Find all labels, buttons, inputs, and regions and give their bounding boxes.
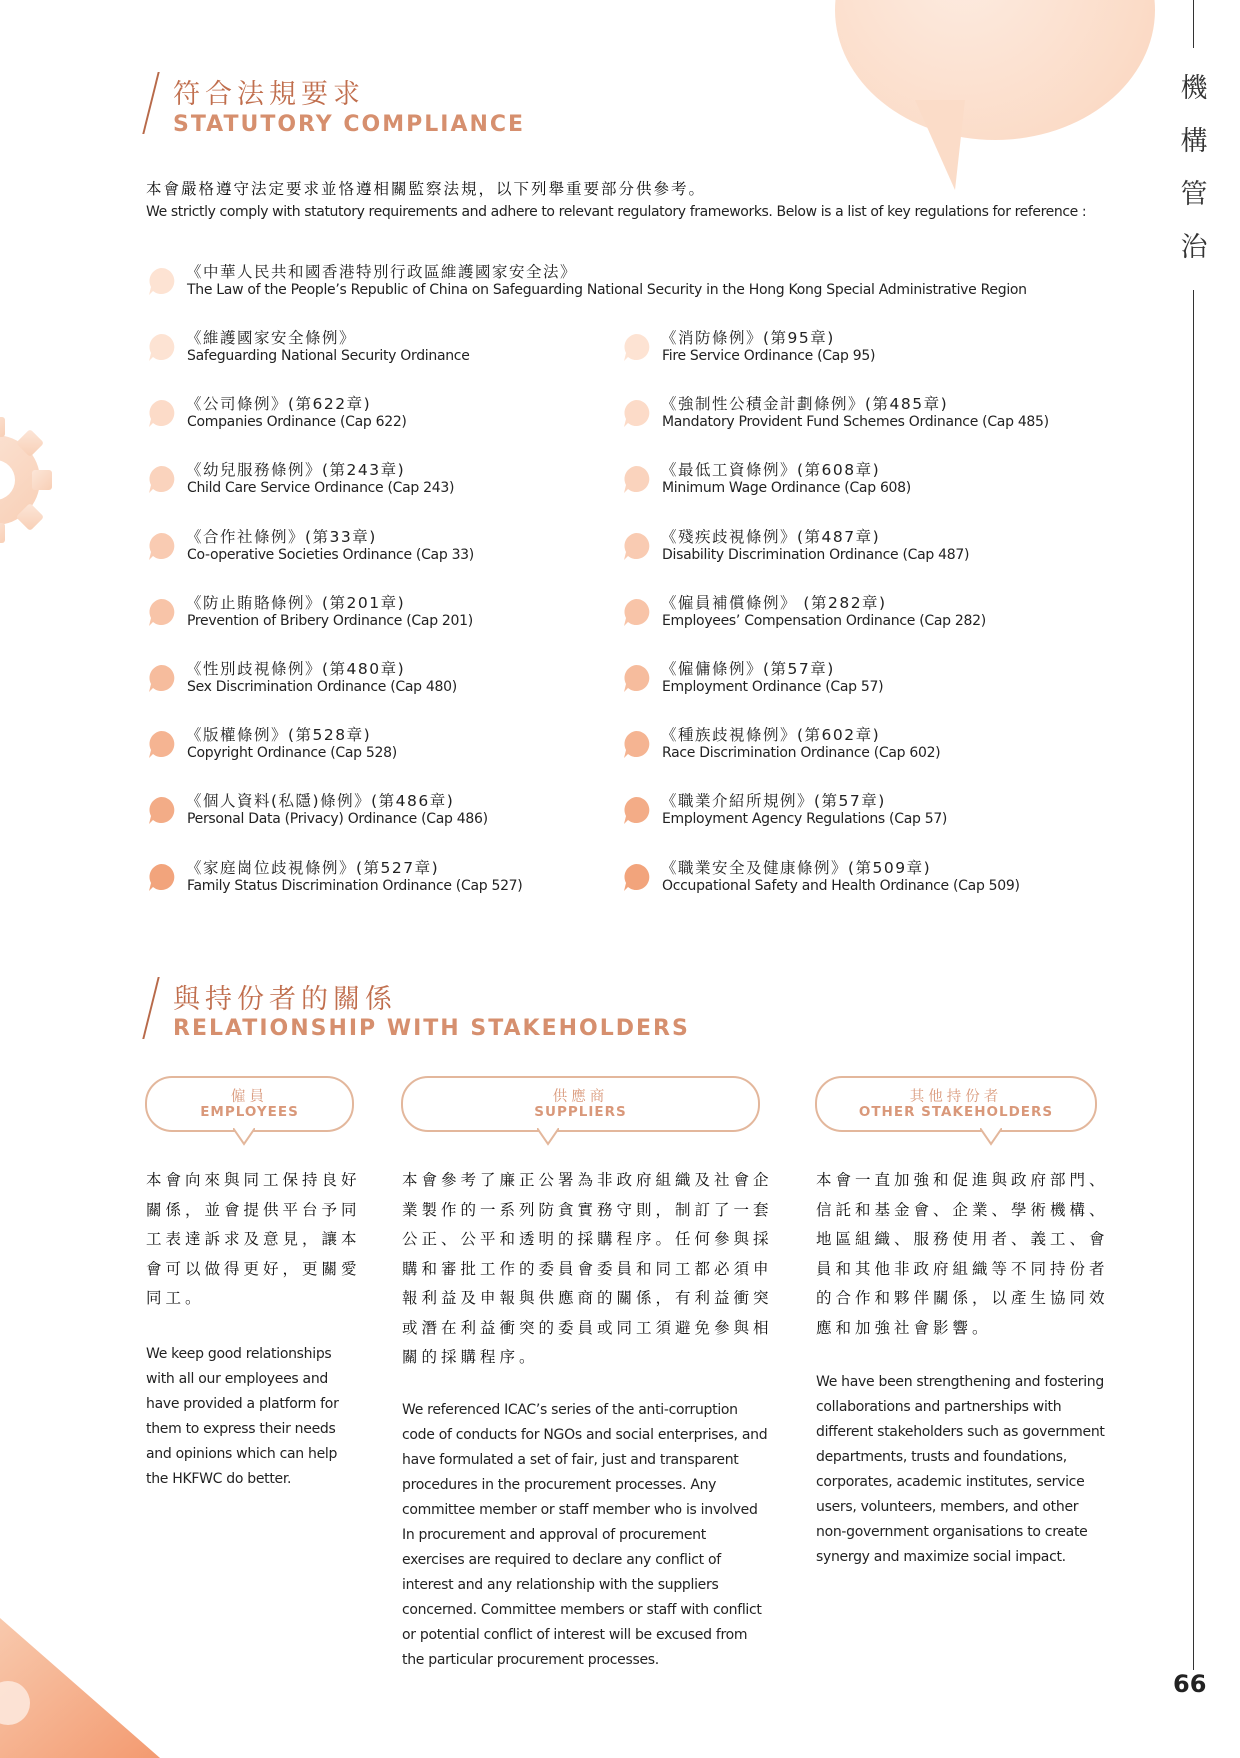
- regulation-name-zh: 《最低工資條例》(第608章): [661, 461, 881, 479]
- suppliers-text-en: [402, 1398, 772, 1673]
- text-line: departments, trusts and foundations,: [816, 1449, 1067, 1465]
- employees-text-zh: [146, 1166, 366, 1314]
- regulation-name-en: Child Care Service Ordinance (Cap 243): [187, 480, 455, 496]
- text-line: In procurement and approval of procurement: [402, 1527, 706, 1543]
- regulation-item: [146, 789, 586, 833]
- speech-bubble-icon: [146, 464, 176, 494]
- regulation-name-en: Minimum Wage Ordinance (Cap 608): [662, 480, 911, 496]
- text-line: different stakeholders such as government: [816, 1424, 1105, 1440]
- regulation-item: [621, 723, 1091, 767]
- regulation-name-en: Sex Discrimination Ordinance (Cap 480): [187, 679, 457, 695]
- regulation-name-en: Occupational Safety and Health Ordinance (Cap 509): [662, 878, 1020, 894]
- regulation-name-en: Employment Agency Regulations (Cap 57): [662, 811, 948, 827]
- gear-icon: [0, 405, 70, 555]
- regulation-name-zh: 《消防條例》(第95章): [661, 329, 835, 347]
- text-line: the HKFWC do better.: [146, 1471, 292, 1487]
- regulation-name-en: Family Status Discrimination Ordinance (Cap 527): [187, 878, 523, 894]
- text-line: corporates, academic institutes, service: [816, 1474, 1085, 1490]
- text-line: 地區組織、服務使用者、義工、會: [816, 1230, 1109, 1248]
- regulation-name-zh: 《版權條例》(第528章): [186, 726, 372, 744]
- regulation-name-zh: 《僱傭條例》(第57章): [661, 660, 835, 678]
- regulation-name-zh: 《合作社條例》(第33章): [186, 528, 377, 546]
- other-stakeholders-label-pill: [815, 1076, 1097, 1132]
- text-line: procedures in the procurement processes. Any: [402, 1477, 717, 1493]
- speech-bubble-icon: [146, 729, 176, 759]
- section-slash: [142, 72, 159, 134]
- text-line: with all our employees and: [146, 1371, 328, 1387]
- regulation-name-zh: 《個人資料(私隱)條例》(第486章): [186, 792, 455, 810]
- text-line: interest and any relationship with the suppliers: [402, 1577, 719, 1593]
- regulation-item: [621, 856, 1091, 900]
- speech-bubble-icon: [146, 398, 176, 428]
- pill-label-en: OTHER STAKEHOLDERS: [858, 1104, 1054, 1120]
- text-line: 應和加強社會影響。: [816, 1318, 992, 1337]
- speech-bubble-icon: [146, 597, 176, 627]
- employees-text-en: [146, 1342, 376, 1492]
- regulation-item: [146, 591, 586, 635]
- regulation-name-zh: 《家庭崗位歧視條例》(第527章): [186, 859, 440, 877]
- speech-bubble-icon: [621, 729, 651, 759]
- text-line: committee member or staff member who is involved: [402, 1502, 758, 1518]
- text-line: concerned. Committee members or staff with conflict: [402, 1602, 762, 1618]
- intro-text-zh: 本會嚴格遵守法定要求並恪遵相關監察法規，以下列舉重要部分供參考。: [146, 180, 707, 198]
- chapter-title-vertical: [1176, 62, 1212, 274]
- speech-bubble-icon: [146, 332, 176, 362]
- regulation-item: [146, 723, 586, 767]
- text-line: users, volunteers, members, and other: [816, 1499, 1079, 1515]
- speech-bubble-icon: [146, 531, 176, 561]
- text-line: 員和其他非政府組織等不同持份者: [816, 1259, 1109, 1278]
- regulation-name-en: Prevention of Bribery Ordinance (Cap 201): [187, 613, 473, 629]
- section-title-en: RELATIONSHIP WITH STAKEHOLDERS: [173, 1016, 690, 1041]
- text-line: 本會向來與同工保持良好: [146, 1171, 361, 1189]
- text-line: 報利益及申報與供應商的關係，有利益衝突: [402, 1289, 773, 1307]
- chapter-title-char: 機: [1180, 73, 1208, 104]
- text-line: and opinions which can help: [146, 1446, 338, 1462]
- regulation-name-zh: 《強制性公積金計劃條例》(第485章): [661, 395, 949, 413]
- speech-bubble-icon: [621, 795, 651, 825]
- other-stakeholders-text-zh: [816, 1166, 1109, 1343]
- regulation-item: [621, 326, 1091, 370]
- text-line: 同工。: [146, 1289, 205, 1307]
- section-slash: [142, 977, 159, 1039]
- text-line: 關的採購程序。: [402, 1348, 539, 1366]
- text-line: or potential conflict of interest will be excused from: [402, 1627, 748, 1643]
- regulation-item: [621, 392, 1091, 436]
- speech-bubble-icon: [146, 795, 176, 825]
- text-line: collaborations and partnerships with: [816, 1399, 1062, 1415]
- text-line: 信託和基金會、企業、學術機構、: [816, 1200, 1109, 1219]
- chapter-title-char: 構: [1180, 126, 1208, 157]
- regulation-name-en: Race Discrimination Ordinance (Cap 602): [662, 745, 941, 761]
- regulation-name-en: Disability Discrimination Ordinance (Cap 487): [662, 547, 970, 563]
- text-line: We keep good relationships: [146, 1346, 332, 1362]
- regulation-name-en: The Law of the People’s Republic of China on Safeguarding National Security in the Hong Kong Special Administrative Region: [187, 282, 1027, 298]
- regulation-item: [146, 657, 586, 701]
- speech-bubble-icon: [146, 663, 176, 693]
- regulation-name-en: Co-operative Societies Ordinance (Cap 33): [187, 547, 474, 563]
- regulation-item: [146, 458, 586, 502]
- regulation-item: [621, 789, 1091, 833]
- regulation-item: [146, 525, 586, 569]
- text-line: 購和審批工作的委員會委員和同工都必須申: [402, 1259, 773, 1278]
- text-line: 公正、公平和透明的採購程序。任何參與採: [402, 1230, 773, 1248]
- speech-bubble-icon: [146, 862, 176, 892]
- text-line: non-government organisations to create: [816, 1524, 1088, 1540]
- text-line: 的合作和夥伴關係，以產生協同效: [816, 1289, 1109, 1307]
- regulation-item: [146, 392, 586, 436]
- regulation-name-en: Employment Ordinance (Cap 57): [662, 679, 884, 695]
- text-line: the particular procurement processes.: [402, 1652, 659, 1668]
- text-line: 工表達訴求及意見，讓本: [146, 1230, 361, 1248]
- regulation-item: [621, 657, 1091, 701]
- regulation-item: [621, 591, 1091, 635]
- text-line: code of conducts for NGOs and social enterprises, and: [402, 1427, 768, 1443]
- regulation-name-zh: 《職業介紹所規例》(第57章): [661, 792, 886, 810]
- pill-label-en: SUPPLIERS: [534, 1104, 627, 1120]
- regulation-item: [621, 525, 1091, 569]
- chapter-title-char: 治: [1180, 232, 1208, 263]
- speech-bubble-icon: [621, 464, 651, 494]
- speech-bubble-icon: [146, 266, 176, 296]
- text-line: exercises are required to declare any conflict of: [402, 1552, 721, 1568]
- text-line: We have been strengthening and fostering: [816, 1374, 1104, 1390]
- page-number: 66: [1173, 1670, 1207, 1698]
- regulation-name-en: Mandatory Provident Fund Schemes Ordinance (Cap 485): [662, 414, 1049, 430]
- regulation-name-zh: 《性別歧視條例》(第480章): [186, 660, 406, 678]
- speech-bubble-icon: [621, 332, 651, 362]
- speech-bubble-icon: [621, 398, 651, 428]
- pill-tail: [233, 1128, 255, 1146]
- speech-bubble-icon: [621, 663, 651, 693]
- other-stakeholders-text-en: [816, 1370, 1106, 1570]
- suppliers-label-pill: [401, 1076, 760, 1132]
- regulation-name-zh: 《種族歧視條例》(第602章): [661, 726, 881, 744]
- text-line: them to express their needs: [146, 1421, 336, 1437]
- regulation-name-en: Safeguarding National Security Ordinance: [187, 348, 470, 364]
- decorative-circle-tail: [915, 100, 965, 190]
- regulation-name-zh: 《維護國家安全條例》: [186, 329, 357, 347]
- regulation-name-en: Employees’ Compensation Ordinance (Cap 282): [662, 613, 986, 629]
- regulation-name-zh: 《防止賄賂條例》(第201章): [186, 594, 406, 612]
- regulation-name-zh: 《公司條例》(第622章): [186, 395, 372, 413]
- regulation-item: [146, 856, 586, 900]
- regulation-name-en: Fire Service Ordinance (Cap 95): [662, 348, 876, 364]
- section-title-zh: 與持份者的關係: [173, 984, 397, 1015]
- pill-label-zh: 供應商: [552, 1089, 609, 1105]
- text-line: synergy and maximize social impact.: [816, 1549, 1066, 1565]
- pill-label-en: EMPLOYEES: [200, 1104, 299, 1120]
- regulation-name-zh: 《中華人民共和國香港特別行政區維護國家安全法》: [186, 263, 578, 281]
- pill-label-zh: 僱員: [231, 1089, 268, 1105]
- text-line: have provided a platform for: [146, 1396, 339, 1412]
- pill-label-zh: 其他持份者: [909, 1089, 1003, 1105]
- regulation-name-en: Companies Ordinance (Cap 622): [187, 414, 407, 430]
- regulation-name-en: Personal Data (Privacy) Ordinance (Cap 486): [187, 811, 488, 827]
- regulation-item: [621, 458, 1091, 502]
- intro-text-en: We strictly comply with statutory requirements and adhere to relevant regulatory frameworks. Below is a list of key regulations for reference :: [146, 204, 1087, 220]
- speech-bubble-icon: [621, 597, 651, 627]
- regulation-name-zh: 《幼兒服務條例》(第243章): [186, 461, 406, 479]
- speech-bubble-icon: [621, 531, 651, 561]
- text-line: 關係，並會提供平台予同: [146, 1200, 361, 1219]
- regulation-name-zh: 《殘疾歧視條例》(第487章): [661, 528, 881, 546]
- text-line: 會可以做得更好，更關愛: [146, 1259, 361, 1278]
- suppliers-text-zh: [402, 1166, 772, 1373]
- decorative-corner-shape: [0, 1618, 170, 1758]
- employees-label-pill: [145, 1076, 354, 1132]
- speech-bubble-icon: [621, 862, 651, 892]
- decorative-circle: [835, 0, 1155, 140]
- text-line: 本會一直加強和促進與政府部門、: [816, 1171, 1109, 1189]
- rail-line: [1193, 290, 1194, 1670]
- rail-line: [1193, 0, 1194, 48]
- text-line: 本會參考了廉正公署為非政府組織及社會企: [402, 1171, 773, 1189]
- text-line: We referenced ICAC’s series of the anti-corruption: [402, 1402, 738, 1418]
- pill-tail: [537, 1128, 559, 1146]
- regulation-item: [146, 326, 586, 370]
- regulation-name-zh: 《職業安全及健康條例》(第509章): [661, 859, 932, 877]
- regulation-name-en: Copyright Ordinance (Cap 528): [187, 745, 397, 761]
- regulation-item: [146, 260, 1046, 304]
- chapter-title-char: 管: [1180, 179, 1208, 210]
- text-line: 業製作的一系列防貪實務守則，制訂了一套: [402, 1200, 773, 1219]
- text-line: 或潛在利益衝突的委員或同工須避免參與相: [402, 1318, 773, 1337]
- section-title-en: STATUTORY COMPLIANCE: [173, 112, 526, 137]
- section-title-zh: 符合法規要求: [173, 79, 365, 110]
- regulation-name-zh: 《僱員補償條例》 (第282章): [661, 594, 887, 612]
- text-line: have formulated a set of fair, just and transparent: [402, 1452, 739, 1468]
- pill-tail: [980, 1128, 1002, 1146]
